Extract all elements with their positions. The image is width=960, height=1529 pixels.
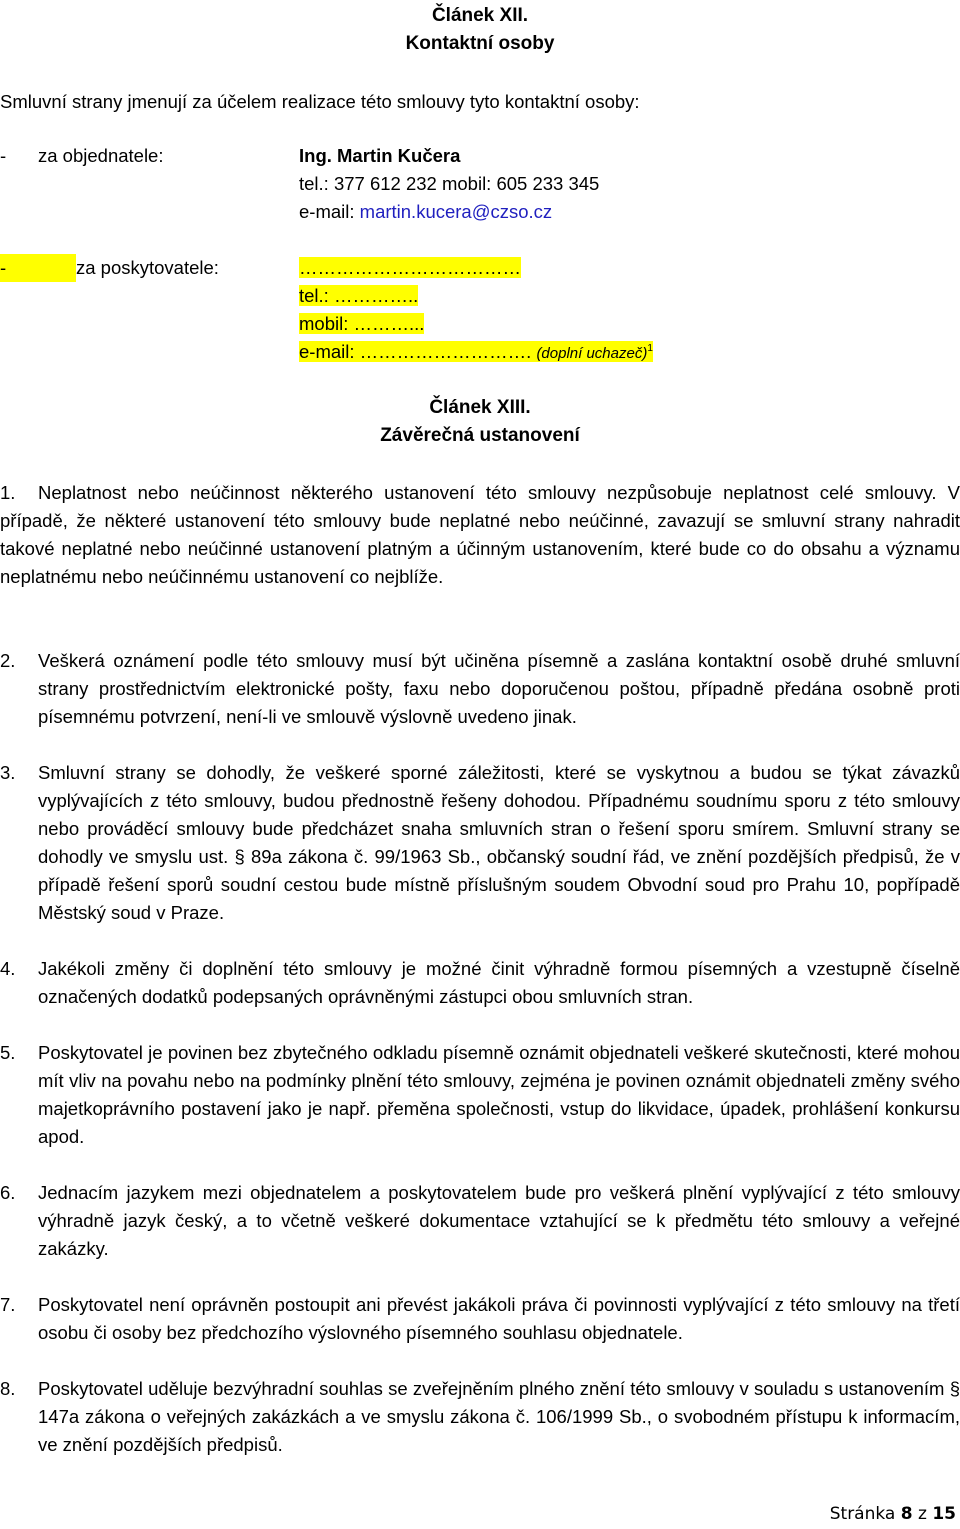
provider-mobile: mobil: ………... bbox=[299, 313, 425, 334]
footer-total-pages: 15 bbox=[932, 1504, 956, 1524]
footnote-ref[interactable]: 1 bbox=[647, 342, 653, 354]
clause-2-number: 2. bbox=[0, 650, 16, 671]
clause-6-number: 6. bbox=[0, 1182, 16, 1203]
customer-email-prefix: e-mail: bbox=[299, 201, 360, 222]
provider-email-highlight bbox=[299, 341, 653, 362]
clause-3-number: 3. bbox=[0, 762, 16, 783]
clause-8-number: 8. bbox=[0, 1378, 16, 1399]
clause-7-number: 7. bbox=[0, 1294, 16, 1315]
provider-phone: tel.: ………….. bbox=[299, 285, 419, 306]
customer-email-row bbox=[299, 198, 552, 226]
clause-5-text: Poskytovatel je povinen bez zbytečného odkladu písemně oznámit objednateli veškeré skutečnosti, které mohou mít vliv na povahu nebo na podmínky plnění této smlouvy, zejména je povinen oznámit objednateli změny svého majetkoprávního postavení jako je např. přeměna společnosti, vstup do likvidace, úpadek, prohlášení konkursu apod. bbox=[38, 1042, 960, 1147]
page-footer bbox=[830, 1504, 956, 1524]
article12-intro: Smluvní strany jmenují za účelem realizace této smlouvy tyto kontaktní osoby: bbox=[0, 91, 640, 112]
clause-4-number: 4. bbox=[0, 958, 16, 979]
provider-dash: - bbox=[0, 254, 76, 282]
customer-name: Ing. Martin Kučera bbox=[299, 145, 461, 166]
customer-phone: tel.: 377 612 232 mobil: 605 233 345 bbox=[299, 173, 600, 194]
provider-name-row bbox=[299, 254, 521, 282]
clause-4-text: Jakékoli změny či doplnění této smlouvy je možné činit výhradně formou písemných a vzestupně číselně označených dodatků podepsaných oprávněnými zástupci obou smluvních stran. bbox=[38, 958, 960, 1007]
footer-page-number: 8 bbox=[900, 1504, 913, 1524]
article12-subheading: Kontaktní osoby bbox=[405, 33, 555, 54]
provider-phone-row bbox=[299, 282, 418, 310]
provider-label: za poskytovatele: bbox=[76, 257, 219, 278]
footer-prefix: Stránka bbox=[829, 1504, 901, 1524]
provider-email-row bbox=[299, 338, 653, 368]
customer-email-link[interactable]: martin.kucera@czso.cz bbox=[359, 201, 553, 222]
article13-heading: Článek XIII. bbox=[429, 397, 531, 418]
clause-1-number: 1. bbox=[0, 482, 16, 503]
provider-mobile-row bbox=[299, 310, 424, 338]
clause-3-text: Smluvní strany se dohodly, že veškeré sporné záležitosti, které se vyskytnou a budou se týkat závazků vyplývajících z této smlouvy, budou přednostně řešeny dohodou. Případnému soudnímu sporu z této smlouvy nebo prováděcí smlouvy bude předcházet snaha smluvních stran o řešení sporu smírem. Smluvní strany se dohodly ve smyslu ust. § 89a zákona č. 99/1963 Sb., občanský soudní řád, ve znění pozdějších předpisů, že v případě řešení sporů soudní cestou bude místně příslušným soudem Obvodní soud pro Prahu 10, popřípadě Městský soud v Praze. bbox=[38, 762, 960, 923]
clause-1-text: Neplatnost nebo neúčinnost některého ustanovení této smlouvy nezpůsobuje neplatnost celé smlouvy. V případě, že některé ustanovení této smlouvy bude neplatné nebo neúčinné, zavazují se smluvní strany nahradit takové neplatné nebo neúčinné ustanovení platným a účinným ustanovením, které bude co do obsahu a významu neplatnému nebo neúčinnému ustanovení co nejblíže. bbox=[0, 482, 960, 587]
provider-row bbox=[0, 254, 76, 282]
customer-dash: - bbox=[0, 145, 7, 166]
clause-2-text: Veškerá oznámení podle této smlouvy musí být učiněna písemně a zaslána kontaktní osobě druhé smluvní strany prostřednictvím elektronické pošty, faxu nebo doporučenou poštou, případně předána osobně proti písemnému potvrzení, není-li ve smlouvě výslovně uvedeno jinak. bbox=[38, 650, 960, 727]
customer-label: za objednatele: bbox=[38, 145, 164, 166]
provider-name-placeholder: ……………………………… bbox=[299, 257, 521, 278]
footer-of: z bbox=[912, 1504, 933, 1524]
article12-heading: Článek XII. bbox=[431, 5, 529, 26]
provider-note: (doplní uchazeč) bbox=[536, 345, 648, 362]
clause-8-text: Poskytovatel uděluje bezvýhradní souhlas se zveřejněním plného znění této smlouvy v souladu s ustanovením § 147a zákona o veřejných zakázkách a ve smyslu zákona č. 106/1999 Sb., o svobodném přístupu k informacím, ve znění pozdějších předpisů. bbox=[38, 1378, 960, 1455]
provider-email: e-mail: ………………………. bbox=[299, 341, 532, 362]
clause-6-text: Jednacím jazykem mezi objednatelem a poskytovatelem bude pro veškerá plnění vyplývající z této smlouvy výhradně jazyk český, a to včetně veškeré dokumentace vztahující se k předmětu této smlouvy a veřejné zakázky. bbox=[38, 1182, 960, 1259]
clause-5-number: 5. bbox=[0, 1042, 16, 1063]
article13-subheading: Závěrečná ustanovení bbox=[380, 425, 580, 446]
clause-7-text: Poskytovatel není oprávněn postoupit ani převést jakákoli práva či povinnosti vyplývající z této smlouvy na třetí osobu či osoby bez předchozího výslovného písemného souhlasu objednatele. bbox=[38, 1294, 960, 1343]
